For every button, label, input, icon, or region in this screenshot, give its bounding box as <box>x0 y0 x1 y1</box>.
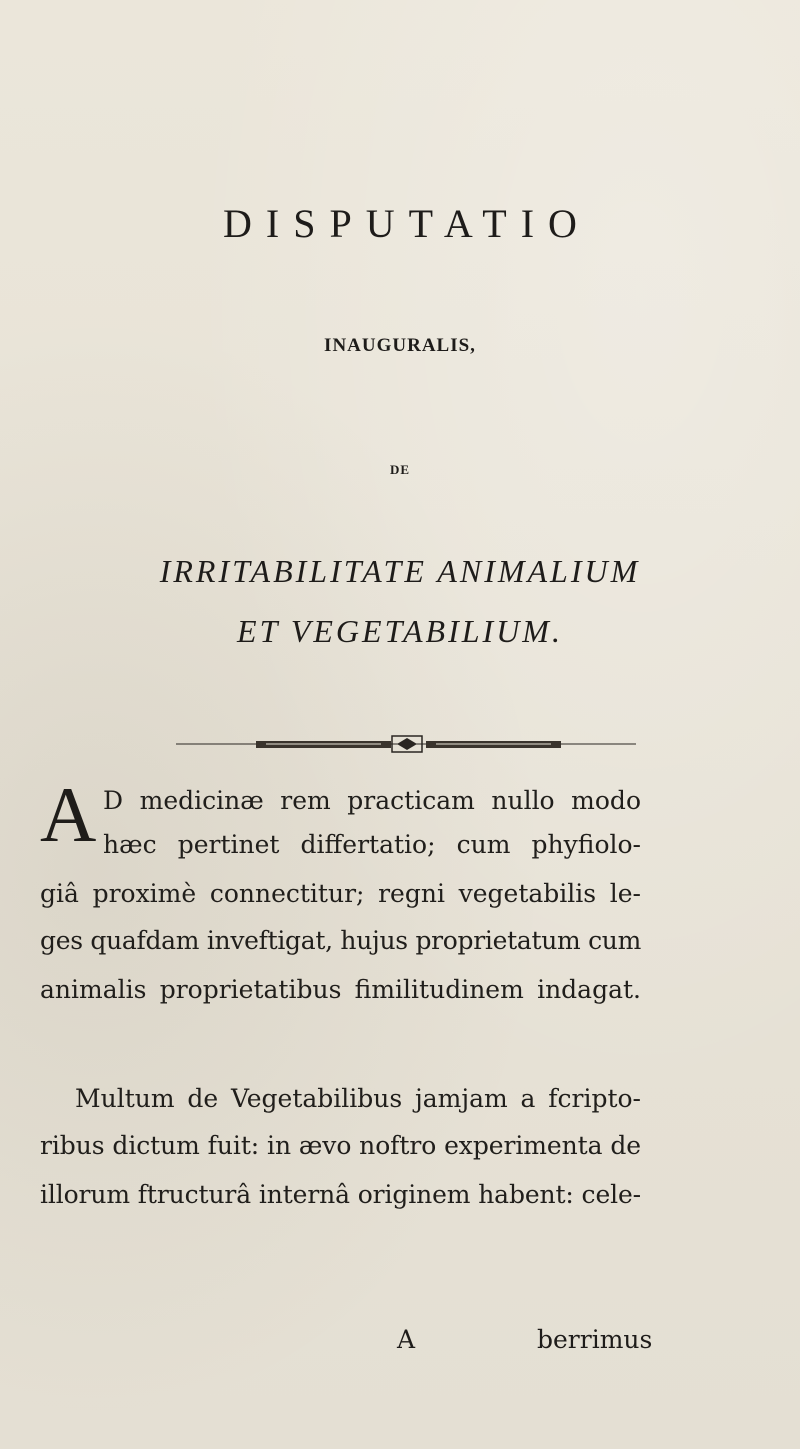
title-disputatio: DISPUTATIO <box>223 201 591 246</box>
body-line-4: ges quafdam inveftigat, hujus proprietatum cum <box>40 926 641 955</box>
body-line-2: hæc pertinet differtatio; cum phyfiolo- <box>103 830 641 859</box>
body-line-5: animalis proprietatibus fimilitudinem indagat. <box>40 975 641 1004</box>
ornamental-rule <box>176 733 636 755</box>
title-subject-line-2: ET VEGETABILIUM. <box>237 613 563 649</box>
title-subject-line-1: IRRITABILITATE ANIMALIUM <box>159 553 641 589</box>
body-line-1: D medicinæ rem practicam nullo modo <box>103 786 641 815</box>
body-line-8: illorum ftructurâ internâ originem habent: cele- <box>40 1180 641 1209</box>
signature-mark: A <box>397 1325 416 1354</box>
body-line-3: giâ proximè connectitur; regni vegetabilis le- <box>40 879 641 908</box>
title-de: DE <box>389 462 411 477</box>
body-line-7: ribus dictum fuit: in ævo noftro experimenta de <box>40 1131 641 1160</box>
title-inauguralis: INAUGURALIS, <box>324 335 476 356</box>
body-line-6: Multum de Vegetabilibus jamjam a fcripto- <box>75 1084 641 1113</box>
drop-cap-initial: A <box>40 771 97 858</box>
catchword: berrimus <box>537 1325 653 1354</box>
